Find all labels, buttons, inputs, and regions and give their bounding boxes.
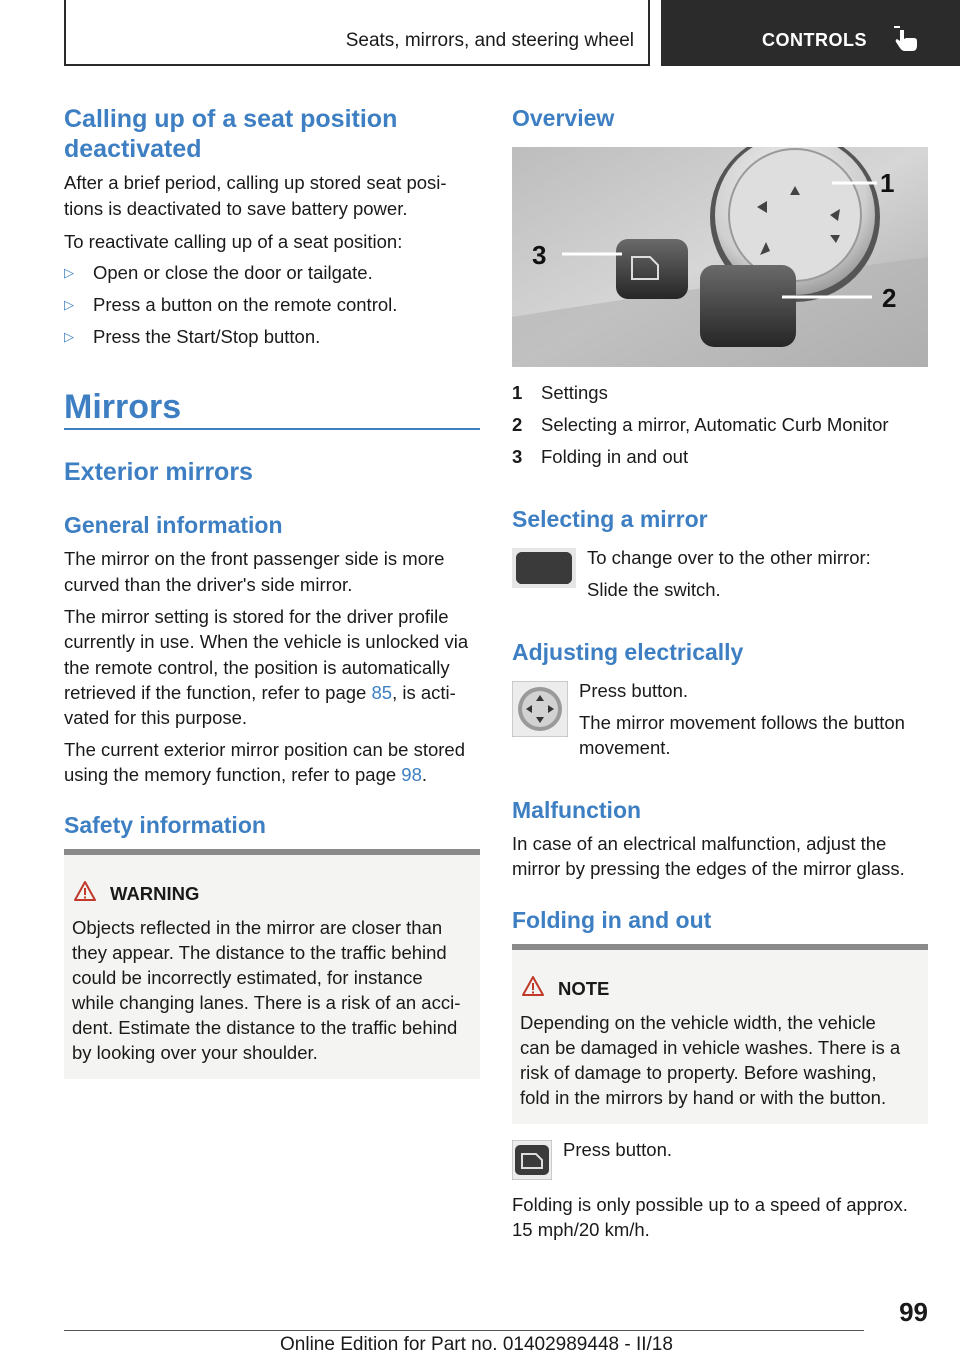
text-line: curved than the driver's side mirror.	[64, 574, 353, 595]
warning-line: by looking over your shoulder.	[72, 1042, 318, 1063]
warning-title: WARNING	[110, 883, 200, 904]
text-line: After a brief period, calling up stored seat posi‐	[64, 172, 447, 193]
heading-safety-information: Safety information	[64, 812, 266, 838]
warning-line: Objects reflected in the mirror are closer than	[72, 917, 443, 938]
photo-callout-1: 1	[880, 168, 895, 198]
photo-callout-2: 2	[882, 283, 897, 313]
triangle-bullet-icon: ▷	[64, 297, 74, 312]
heading-calling-up-2: deactivated	[64, 135, 202, 163]
edition-info: Online Edition for Part no. 01402989448 - II/18	[280, 1334, 673, 1355]
mirror-select-switch-icon	[512, 548, 576, 588]
note-line: risk of damage to property. Before washing,	[520, 1062, 877, 1083]
header-chapter-title: CONTROLS	[762, 30, 867, 50]
note-title: NOTE	[558, 978, 610, 999]
heading-mirrors: Mirrors	[64, 388, 182, 426]
text-line: movement.	[579, 737, 671, 758]
footer-divider	[64, 1330, 864, 1331]
text-line: To change over to the other mirror:	[587, 547, 871, 568]
text-line: To reactivate calling up of a seat position:	[64, 231, 403, 252]
text-line: The mirror on the front passenger side is more	[64, 548, 445, 569]
triangle-bullet-icon: ▷	[64, 329, 74, 344]
heading-general-information: General information	[64, 512, 283, 538]
warning-line: dent. Estimate the distance to the traffic behind	[72, 1017, 458, 1038]
bullet-item: ▷ Press a button on the remote control.	[64, 294, 398, 315]
warning-triangle-icon	[74, 880, 96, 902]
note-line: Depending on the vehicle width, the vehicle	[520, 1012, 876, 1033]
mirror-controls-photo	[512, 147, 928, 367]
text-line: tions is deactivated to save battery power.	[64, 198, 408, 219]
triangle-bullet-icon: ▷	[64, 265, 74, 280]
text-line: 15 mph/20 km/h.	[512, 1219, 650, 1240]
heading-calling-up: Calling up of a seat position	[64, 105, 398, 133]
heading-malfunction: Malfunction	[512, 797, 642, 823]
text-line: Folding is only possible up to a speed of approx.	[512, 1194, 908, 1215]
heading-folding: Folding in and out	[512, 907, 712, 933]
text-line: using the memory function, refer to page 98.	[64, 764, 428, 785]
note-line: can be damaged in vehicle washes. There is a	[520, 1037, 901, 1058]
text-line: Press button.	[579, 680, 689, 701]
heading-exterior-mirrors: Exterior mirrors	[64, 458, 253, 486]
mirror-fold-button-icon	[512, 1140, 552, 1180]
text-line: vated for this purpose.	[64, 707, 248, 728]
header-section-box	[64, 0, 650, 66]
text-line: The mirror setting is stored for the driver profile	[64, 606, 449, 627]
page-link-98[interactable]: 98	[401, 764, 422, 785]
text-line: The mirror movement follows the button	[579, 712, 905, 733]
warning-line: could be incorrectly estimated, for instance	[72, 967, 423, 988]
warning-triangle-icon	[522, 975, 544, 997]
heading-overview: Overview	[512, 105, 615, 131]
legend-item: 2 Selecting a mirror, Automatic Curb Monitor	[512, 414, 889, 435]
note-box	[512, 944, 928, 1124]
text-line: currently in use. When the vehicle is unlocked via	[64, 631, 469, 652]
mirror-adjust-button-icon	[512, 681, 568, 737]
warning-box	[64, 849, 480, 1079]
bullet-item: ▷ Press the Start/Stop button.	[64, 326, 321, 347]
hand-pointer-icon	[892, 24, 922, 54]
note-line: fold in the mirrors by hand or with the button.	[520, 1087, 887, 1108]
warning-line: while changing lanes. There is a risk of an acci‐	[72, 992, 461, 1013]
header-chapter-box	[661, 0, 960, 66]
photo-callout-3: 3	[532, 240, 547, 270]
bullet-item: ▷ Open or close the door or tailgate.	[64, 262, 373, 283]
text-line: Press button.	[563, 1139, 673, 1160]
divider	[64, 428, 480, 430]
text-line: In case of an electrical malfunction, adjust the	[512, 833, 887, 854]
header-section-title: Seats, mirrors, and steering wheel	[345, 30, 634, 51]
text-line: The current exterior mirror position can be stored	[64, 739, 466, 760]
text-line: mirror by pressing the edges of the mirror glass.	[512, 858, 905, 879]
page-link-85[interactable]: 85	[371, 682, 393, 703]
legend-item: 1 Settings	[512, 382, 608, 403]
text-line: the remote control, the position is automatically	[64, 657, 450, 678]
heading-selecting-mirror: Selecting a mirror	[512, 506, 708, 532]
warning-line: they appear. The distance to the traffic behind	[72, 942, 447, 963]
text-line: retrieved if the function, refer to page 85, is acti‐	[64, 682, 456, 703]
page-number: 99	[899, 1297, 928, 1327]
text-line: Slide the switch.	[587, 579, 721, 600]
heading-adjusting-electrically: Adjusting electrically	[512, 639, 744, 665]
legend-item: 3 Folding in and out	[512, 446, 689, 467]
